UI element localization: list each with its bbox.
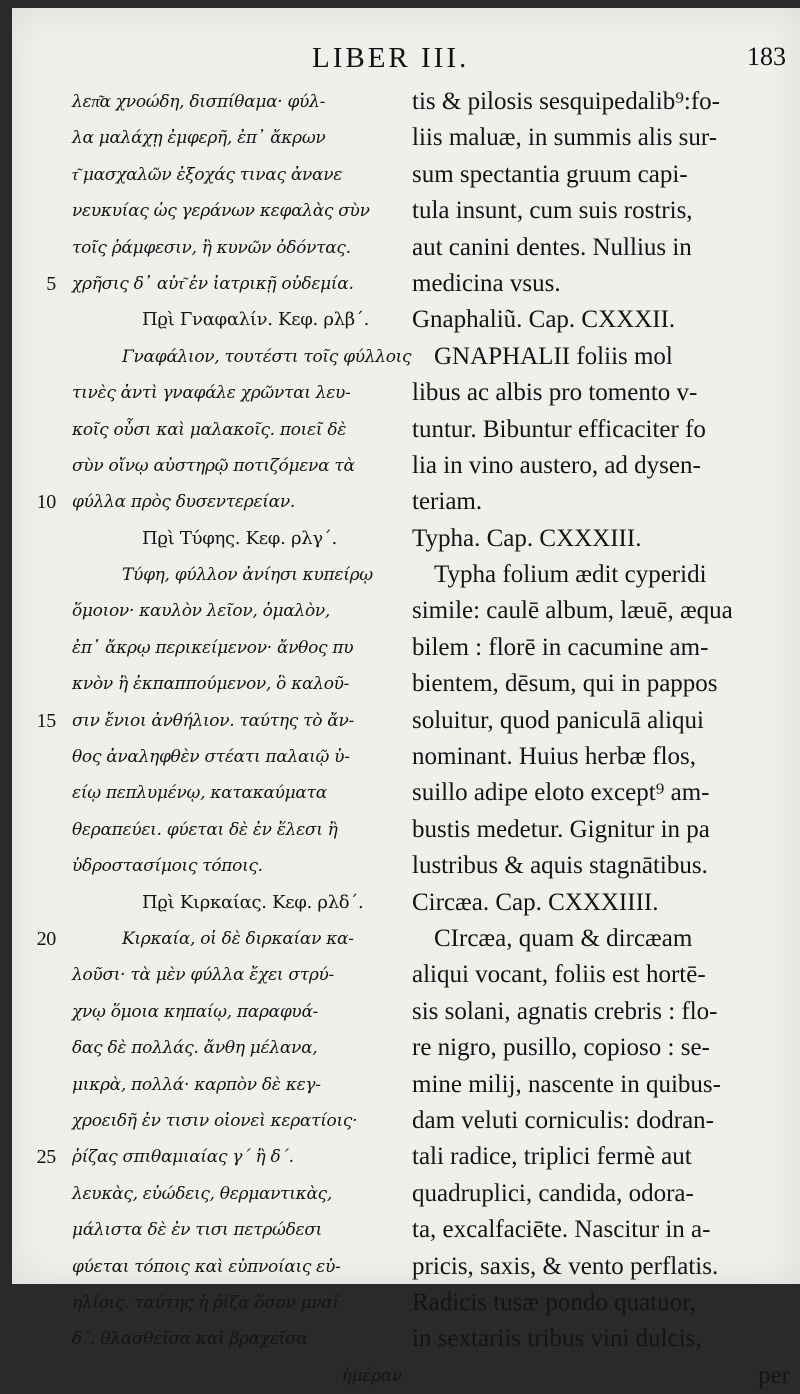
greek-line: [72, 994, 402, 1030]
greek-line: [72, 775, 402, 811]
greek-line: [72, 1030, 402, 1066]
greek-line-text: Κιρκαία, οἱ δὲ διρκαίαν κα-: [122, 928, 354, 949]
latin-line-text: in sextariis tribus vini dulcis,: [412, 1325, 702, 1353]
greek-line-text: ηλίοις. ταύτης ἡ ῥίζα ὅσον μναῖ: [72, 1292, 339, 1313]
latin-line: [412, 775, 790, 811]
greek-line: [72, 1249, 402, 1285]
greek-line: [72, 339, 412, 375]
greek-line: [72, 120, 402, 156]
greek-line-text: ὑδροστασίμοις τόποις.: [72, 856, 263, 877]
greek-line-text: μάλιστα δὲ ἐν τισι πετρώδεσι: [72, 1220, 323, 1241]
greek-line-text: ἡμέραν: [341, 1365, 402, 1386]
greek-line-text: μικρὰ, πολλά· καρπὸν δὲ κεγ-: [72, 1074, 321, 1095]
greek-line: [36, 484, 402, 520]
greek-line: [72, 157, 402, 193]
latin-line-text: medicina vsus.: [412, 269, 561, 297]
latin-line: [412, 1030, 790, 1066]
book-page: [12, 8, 800, 1389]
latin-line-text: lia in vino austero, ad dysen-: [412, 451, 701, 479]
latin-line: [412, 339, 790, 375]
greek-line-text: λοῦσι· τὰ μὲν φύλλα ἔχει στρύ-: [72, 965, 334, 986]
latin-line-text: bientem, dēsum, qui in pappos: [412, 670, 718, 698]
greek-line-text: λευκὰς, εὐώδεις, θερμαντικὰς,: [72, 1183, 332, 1204]
greek-line-text: Πϱὶ Τύφης. Κεφ. ρλγ΄.: [142, 527, 337, 549]
latin-line-text: soluitur, quod paniculā aliqui: [412, 706, 705, 734]
greek-line: [72, 375, 402, 411]
latin-line: [412, 266, 790, 302]
latin-line: [412, 812, 790, 848]
greek-text-column: [36, 84, 412, 1394]
greek-line-text: νευκυίας ὡς γεράνων κεφαλὰς σὺν: [72, 201, 370, 222]
greek-line: [72, 193, 402, 229]
greek-line-text: Τύφη, φύλλον ἀνίησι κυπείρῳ: [122, 565, 373, 586]
latin-line: [412, 739, 790, 775]
latin-line: [412, 957, 790, 993]
latin-line: [412, 593, 790, 629]
greek-line: [36, 703, 402, 739]
greek-line: [36, 921, 402, 957]
latin-line: [412, 375, 790, 411]
latin-line-text: dam veluti corniculis: dodran-: [412, 1106, 715, 1134]
latin-line-text: ta, excalfaciēte. Nascitur in a-: [412, 1216, 711, 1244]
latin-line: [412, 1285, 790, 1321]
latin-line-text: suillo adipe eloto except⁹ am-: [412, 779, 710, 807]
greek-line-text: Πϱὶ Κιρκαίας. Κεφ. ρλδ΄.: [142, 891, 364, 913]
latin-line: [412, 921, 790, 957]
latin-line-text: bustis medetur. Gignitur in pa: [412, 815, 710, 843]
greek-line: [72, 230, 402, 266]
latin-line-text: Radicis tusæ pondo quatuor,: [412, 1288, 696, 1316]
greek-line-text: τινὲς ἀντὶ γναφάλε χρῶνται λευ-: [72, 383, 351, 404]
latin-line-text: simile: caulē album, læuē, æqua: [412, 597, 733, 625]
greek-line-text: λεπ͂α χνοώδη, δισπίθαμα· φύλ-: [72, 92, 326, 112]
line-number: 5: [46, 272, 56, 295]
greek-line-text: Πϱὶ Γναφαλίν. Κεφ. ρλβ΄.: [142, 309, 369, 331]
line-number: 20: [36, 927, 56, 950]
latin-line: [412, 630, 790, 666]
greek-line: [72, 1358, 402, 1394]
greek-line-text: δας δὲ πολλάς. ἄνθη μέλανα,: [72, 1038, 318, 1059]
greek-line: [72, 412, 402, 448]
latin-line: [412, 557, 790, 593]
latin-line: [412, 230, 790, 266]
latin-line: [412, 193, 790, 229]
latin-line-text: lustribus & aquis stagnātibus.: [412, 852, 708, 880]
greek-line: [72, 848, 402, 884]
greek-heading: [72, 521, 402, 557]
latin-line: [412, 1139, 790, 1175]
greek-heading: [72, 885, 402, 921]
latin-line-text: tula insunt, cum suis rostris,: [412, 197, 693, 225]
latin-line-text: re nigro, pusillo, copioso : se-: [412, 1034, 710, 1062]
greek-line-text: ὅμοιον· καυλὸν λεῖον, ὁμαλὸν,: [72, 601, 331, 622]
greek-line: [72, 557, 402, 593]
greek-line-text: φύλλα πρὸς δυσεντερείαν.: [72, 492, 295, 513]
latin-line: [412, 484, 790, 520]
latin-line-text: Typha. Cap. CXXXIII.: [412, 524, 642, 552]
latin-line: [412, 1249, 790, 1285]
greek-line-text: χνῳ ὅμοια κηπαίῳ, παραφυά-: [72, 1001, 319, 1022]
latin-line-text: per: [758, 1361, 790, 1389]
greek-line-text: τοῖς ῥάμφεσιν, ἢ κυνῶν ὀδόντας.: [72, 237, 351, 258]
latin-heading: [412, 302, 790, 338]
latin-line: [412, 412, 790, 448]
latin-line: [412, 157, 790, 193]
greek-line-text: φύεται τόποις καὶ εὐπνοίαις εὐ-: [72, 1256, 341, 1277]
greek-line-text: ῥίζας σπιθαμιαίας γ΄ ἢ δ΄.: [72, 1147, 294, 1168]
greek-line-text: Γναφάλιον, τουτέστι τοῖς φύλλοις: [122, 346, 412, 367]
latin-line: [412, 848, 790, 884]
latin-text-column: [412, 84, 790, 1394]
greek-heading: [72, 302, 402, 338]
greek-line: [72, 957, 402, 993]
greek-line-text: τ͂ μασχαλῶν ἐξοχάς τινας ἀνανε: [72, 164, 343, 185]
greek-line: [72, 739, 402, 775]
greek-line: [72, 1067, 402, 1103]
latin-line-text: liis maluæ, in summis alis sur-: [412, 124, 718, 152]
page-header: [12, 38, 800, 88]
latin-line-text: pricis, saxis, & vento perflatis.: [412, 1252, 719, 1280]
latin-line-text: sis solani, agnatis crebris : flo-: [412, 997, 718, 1025]
latin-line-text: GNAPHALII foliis mol: [434, 342, 673, 370]
latin-line-text: mine milij, nascente in quibus-: [412, 1070, 721, 1098]
greek-line: [72, 1212, 402, 1248]
latin-line-text: aliqui vocant, foliis est hortē-: [412, 961, 706, 989]
greek-line: [72, 666, 402, 702]
greek-line: [72, 812, 402, 848]
greek-line: [36, 1139, 402, 1175]
latin-line: [412, 1212, 790, 1248]
greek-line-text: χρῆσις δ᾽ αὐτ͂ ἐν ἰατρικῇ οὐδεμία.: [72, 273, 354, 294]
page-number: 183: [747, 42, 786, 71]
latin-line: [412, 666, 790, 702]
latin-line: [412, 1103, 790, 1139]
latin-line-text: bilem : florē in cacumine am-: [412, 633, 709, 661]
latin-line-text: nominant. Huius herbæ flos,: [412, 743, 697, 771]
greek-line-text: λα μαλάχῃ ἐμφερῆ, ἐπ᾽ ἄκρων: [72, 128, 326, 149]
latin-line: [412, 1358, 790, 1394]
latin-line-text: teriam.: [412, 488, 483, 516]
running-head: LIBER III.: [312, 42, 470, 74]
greek-line-text: σὺν οἴνῳ αὐστηρῷ ποτιζόμενα τὰ: [72, 455, 355, 476]
latin-line-text: Gnaphaliũ. Cap. CXXXII.: [412, 306, 676, 334]
latin-line-text: sum spectantia gruum capi-: [412, 160, 688, 188]
greek-line-text: δ΄. θλασθεῖσα καὶ βραχεῖσα: [72, 1329, 308, 1350]
latin-line: [412, 1067, 790, 1103]
latin-line-text: tali radice, triplici fermè aut: [412, 1143, 692, 1171]
greek-line-text: θος ἀναληφθὲν στέατι παλαιῷ ὑ-: [72, 747, 350, 768]
greek-line-text: είῳ πεπλυμένῳ, κατακαύματα: [72, 783, 327, 804]
latin-line: [412, 120, 790, 156]
greek-line: [72, 1103, 402, 1139]
greek-line: [72, 630, 402, 666]
latin-line-text: tuntur. Bibuntur efficaciter fo: [412, 415, 706, 443]
latin-line-text: tis & pilosis sesquipedalib⁹:fo-: [412, 88, 721, 115]
greek-line-text: θεραπεύει. φύεται δὲ ἐν ἕλεσι ἢ: [72, 819, 338, 840]
latin-line: [412, 703, 790, 739]
greek-line: [72, 593, 402, 629]
latin-line-text: quadruplici, candida, odora-: [412, 1179, 694, 1207]
latin-line: [412, 1176, 790, 1212]
greek-line: [72, 1285, 402, 1321]
greek-line-text: κνὸν ἢ ἐκπαππούμενον, ὃ καλοῦ-: [72, 674, 350, 695]
latin-line: [412, 84, 790, 120]
latin-line-text: CIrcæa, quam & dircæam: [434, 924, 693, 952]
greek-line-text: ἐπ᾽ ἄκρῳ περικείμενον· ἄνθος πυ: [72, 637, 354, 658]
greek-line: [72, 84, 402, 120]
greek-line-text: χροειδῆ ἐν τισιν οἱονεὶ κερατίοις·: [72, 1110, 358, 1131]
line-number: 10: [36, 491, 56, 514]
latin-line-text: Typha folium ædit cyperidi: [434, 561, 707, 589]
greek-line-text: κοῖς οὖσι καὶ μαλακοῖς. ποιεῖ δὲ: [72, 419, 347, 440]
latin-line-text: Circæa. Cap. CXXXIIII.: [412, 888, 659, 916]
latin-line: [412, 994, 790, 1030]
line-number: 25: [36, 1146, 56, 1169]
greek-line: [72, 1176, 402, 1212]
latin-line: [412, 1321, 790, 1357]
greek-line: [46, 266, 402, 302]
line-number: 15: [36, 709, 56, 732]
greek-line: [72, 448, 402, 484]
latin-line-text: aut canini dentes. Nullius in: [412, 233, 692, 261]
latin-heading: [412, 521, 790, 557]
latin-line: [412, 448, 790, 484]
greek-line: [72, 1321, 402, 1357]
latin-line-text: libus ac albis pro tomento v-: [412, 379, 698, 407]
greek-line-text: σιν ἔνιοι ἀνθήλιον. ταύτης τὸ ἄν-: [72, 710, 354, 731]
latin-heading: [412, 885, 790, 921]
